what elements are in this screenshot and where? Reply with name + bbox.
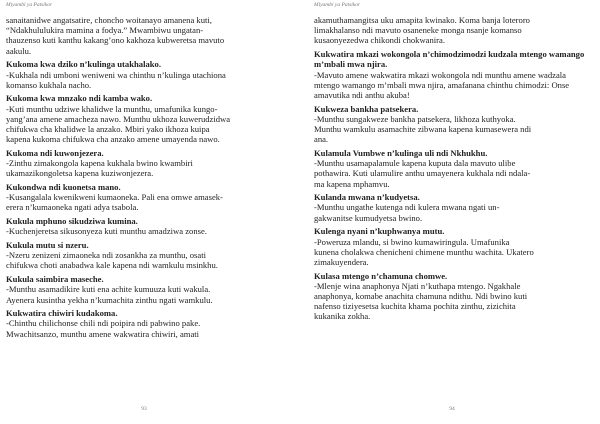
page-body (6, 15, 282, 339)
text-line: -Mlenje wina anaphonya Njati n’kuthapa mtengo. Ngakhale (314, 280, 521, 291)
text-line: Ayenera kusintha yekha n’kumachita zinthu ngati wamkulu. (6, 294, 213, 305)
proverb-entry (6, 308, 282, 339)
text-line: -Nzeru zenizeni zimaoneka ndi zosankha za munthu, osati (6, 250, 206, 261)
text-line: erera n’kumaoneka ngati adya tsabola. (6, 202, 139, 213)
continuation-paragraph (6, 15, 282, 56)
proverb-entry (314, 192, 590, 223)
page-number: 94 (449, 406, 455, 412)
running-head: Miyambi ya Patsikor (6, 2, 53, 8)
right-page (314, 0, 590, 424)
text-line: -Kuti munthu udziwe khalidwe la munthu, umafunika kungo- (6, 103, 218, 114)
text-line: -Munthu asamadikire kuti ena achite kumuuza kuti wakula. (6, 284, 211, 295)
proverb-entry (6, 240, 282, 271)
text-line: -Kuchenjeretsa sikusonyeza kuti munthu amadziwa zonse. (6, 226, 207, 237)
proverb-heading: Kulasa mtengo n’chamuna chomwe. (314, 270, 448, 281)
text-line: chifukwa cha khalidwe la anzako. Mbiri yako ikhoza kuipa (6, 124, 210, 135)
proverb-entry (314, 49, 590, 100)
proverb-heading: Kukwatira mkazi wokongola n’chimodzimodzi kudzala mtengo wamango m’mbali mwa njira. (314, 49, 585, 70)
proverb-entry (314, 104, 590, 145)
text-line: -Kusangalala kwenikweni kumaoneka. Pali ena omwe amasek- (6, 192, 223, 203)
proverb-entry (6, 148, 282, 179)
proverb-entry (6, 216, 282, 236)
text-line: komanso kukhala nacho. (6, 79, 92, 90)
text-line: aakulu. (6, 45, 32, 56)
text-paragraph: -Mavuto amene wakwatira mkazi wokongola ndi munthu amene wadzala mtengo wamango m’mbali mwa njira, amafanana chinthu chimodzi: Onse amavutika ndi anthu akuba! (314, 69, 570, 100)
text-line: -Kukhala ndi umboni weniweni wa chinthu n’kulinga utachiona (6, 69, 226, 80)
proverb-heading: Kukwatira chiwiri kudakoma. (6, 308, 118, 319)
proverb-heading: Kukula mutu si nzeru. (6, 240, 89, 251)
proverb-heading: Kukondwa ndi kuonetsa mano. (6, 182, 121, 193)
page-number: 93 (141, 406, 147, 412)
text-line: Munthu wamkulu asamachite zibwana kapena kumasewera ndi (314, 124, 532, 135)
proverb-entry (6, 274, 282, 305)
running-head: Miyambi ya Patsikor (314, 2, 361, 8)
proverb-entry (314, 148, 590, 189)
text-line: -Poweruza mlandu, si bwino kumawiringula. Umafunika (314, 236, 510, 247)
text-line: yang’ana amene amacheza nawo. Munthu ukhoza kuwerudzidwa (6, 113, 231, 124)
proverb-heading: Kukula mphuno sikudziwa kumina. (6, 216, 138, 227)
text-line: kapena kukoma chifukwa cha anzako amene umayenda nawo. (6, 134, 220, 145)
left-page (6, 0, 282, 424)
proverb-entry (6, 59, 282, 90)
text-line: -Zinthu zimakongola kapena kukhala bwino kwambiri (6, 158, 193, 169)
proverb-heading: Kukoma kwa dziko n’kulinga utakhalako. (6, 59, 161, 70)
proverb-heading: Kukweza bankha patsekera. (314, 103, 419, 114)
proverb-entry (6, 182, 282, 213)
text-line: -Munthu usamapalamule kapena kuputa dala mavuto ulibe (314, 158, 516, 169)
text-line: Mwachitsanzo, munthu amene wakwatira chiwiri, amati (6, 328, 200, 339)
proverb-heading: Kukula saimbira maseche. (6, 274, 104, 285)
proverb-heading: Kukoma ndi kuwonjezera. (6, 147, 104, 158)
text-line: limakhalanso ndi mavuto osaneneke monga nsanje komanso (314, 25, 522, 36)
proverb-entry (314, 271, 590, 322)
proverb-heading: Kukoma kwa mnzako ndi kamba wako. (6, 93, 153, 104)
text-line: ana. (314, 134, 329, 145)
text-line: pothawira. Kuti ulamulire anthu umayenera kukhala ndi ndala- (314, 168, 531, 179)
text-line: ukamazikongoletsa kapena kuziwonjezera. (6, 168, 154, 179)
text-line: kukanika zokha. (314, 311, 371, 322)
text-line: thauzenso kuti kanthu kakang’ono kakhoza kubweretsa mavuto (6, 35, 225, 46)
text-line: kunena cholakwa chenicheni chimene munthu wachita. Ukatero (314, 246, 534, 257)
continuation-paragraph (314, 15, 590, 46)
text-line: nafenso tiziyesetsa kuchita khama pochita zinthu, zizichita (314, 301, 516, 312)
proverb-entry (6, 93, 282, 144)
text-line: ma kapena mphamvu. (314, 178, 390, 189)
proverb-entry (314, 226, 590, 267)
text-line: sanaitanidwe angatsatire, choncho woitanayo amanena kuti, (6, 15, 212, 25)
text-line: -Munthu sungakweze bankha patsekera, likhoza kuthyoka. (314, 113, 516, 124)
page-body (314, 15, 590, 322)
text-line: zimakuyendera. (314, 256, 369, 267)
proverb-heading: Kulamula Vumbwe n’kulinga uli ndi Nkhukhu. (314, 147, 488, 158)
text-line: gakwanitse kumudyetsa bwino. (314, 212, 423, 223)
text-line: anaphonya, komabe anachita chamuna ndithu. Ndi bwino kuti (314, 291, 528, 302)
text-line: chifukwa choti anabadwa kale kapena ndi wamkulu msinkhu. (6, 260, 218, 271)
text-line: kusaonyezedwa chikondi chokwanira. (314, 35, 446, 46)
proverb-heading: Kulenga nyani n’kuphwanya mutu. (314, 226, 445, 237)
text-line: -Munthu ungathe kutenga ndi kulera mwana ngati un- (314, 202, 500, 213)
text-line: akamuthamangitsa uku amapita kwinako. Koma banja loteroro (314, 15, 530, 25)
text-line: -Chinthu chilichonse chili ndi poipira ndi pabwino pake. (6, 318, 201, 329)
proverb-heading: Kulanda mwana n’kudyetsa. (314, 192, 420, 203)
text-line: “Ndakhululukira mamina a fodya.” Mwambiwu ungatan- (6, 25, 204, 36)
